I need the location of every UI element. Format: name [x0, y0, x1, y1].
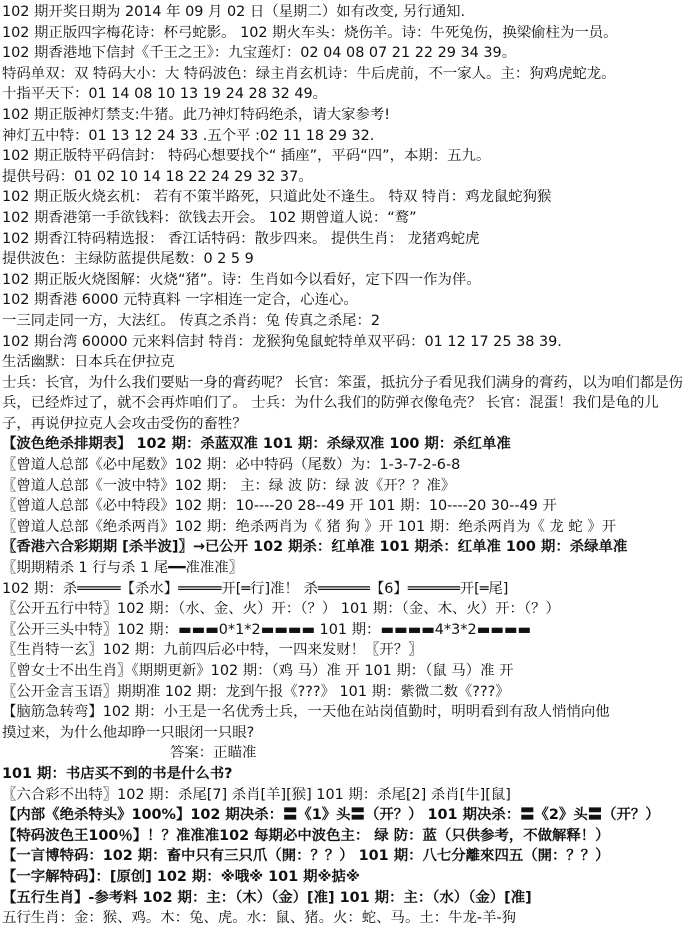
text-line: 十指平天下：01 14 08 10 13 19 24 28 32 49。	[2, 86, 328, 103]
text-line: 〖公开金言玉语〗期期准 102 期：龙到午报《???》 101 期：紫微二数《???》	[2, 683, 510, 700]
text-line: 提供波色：主绿防蓝提供尾数：0 2 5 9	[2, 251, 254, 268]
text-line: 〖期期精杀 1 行与杀 1 尾━━准准准〗	[2, 560, 244, 577]
text-line: 102 期正版特平码信封： 特码心想要找个“ 插座”，平码“四”，本期：五九。	[2, 148, 491, 165]
text-line: 102 期正版火烧玄机： 若有不策半路死，只道此处不逢生。 特双 特肖：鸡龙鼠蛇狗猴	[2, 189, 552, 206]
text-line: 102 期：杀═════【杀水】═════开[═行]准！ 杀══════【6】══════开[═尾]	[2, 580, 509, 597]
text-line: 〖生肖特一玄〗102 期：九前四后必中特，一四来发财！〖开？〗	[2, 642, 423, 659]
riddle-line: 摸过来，为什么他却睁一只眼闭一只眼?	[2, 724, 255, 741]
text-line: 102 期香港第一手欲钱料：欲钱去开会。 102 期曾道人说：“鹜”	[2, 209, 417, 226]
riddle-line: 【脑筋急转弯】102 期：小王是一名优秀士兵，一天他在站岗值勤时，明明看到有敌人悄悄向他	[2, 704, 610, 721]
text-line: 102 期正版神灯禁支:牛猪。此乃神灯特码绝杀，请大家参考!	[2, 106, 391, 123]
text-line: 〖曾道人总部《绝杀两肖》102 期：绝杀两肖为《 猪 狗 》开 101 期：绝杀两肖为《 龙 蛇 》开	[2, 518, 617, 535]
text-line: 102 期香港 6000 元特真料 一字相连一定合，心连心。	[2, 292, 358, 309]
text-line: 五行生肖：金：猴、鸡。木：兔、虎。水：鼠、猪。火：蛇、马。土：牛龙-羊-狗	[2, 910, 517, 927]
text-line: 〖曾道人总部《必中尾数》102 期：必中特码（尾数）为：1-3-7-2-6-8	[2, 457, 461, 474]
text-line: 提供号码：01 02 10 14 18 22 24 29 32 37。	[2, 168, 313, 185]
text-line: 102 期正版四字梅花诗：杯弓蛇影。 102 期火车头：烧伤羊。诗：牛死兔伤，换梁偷柱为一员。	[2, 24, 618, 41]
text-line: 〖曾道人总部《必中特段》102 期：10----20 28--49 开 101 期：10----20 30--49 开	[2, 498, 557, 515]
text-line: 102 期正版火烧图解：火烧“猪”。诗：生肖如今以看好，定下四一作为伴。	[2, 271, 481, 288]
text-line: 102 期开奖日期为 2014 年 09 月 02 日（星期二）如有改变, 另行通知.	[2, 4, 466, 20]
text-line: 102 期香江特码精选报： 香江话特码：散步四来。 提供生肖： 龙猪鸡蛇虎	[2, 230, 480, 247]
text-line: 〖曾女士不出生肖〗《期期更新》102 期：（鸡 马）准 开 101 期：（鼠 马）准 开	[2, 663, 514, 679]
humor-paragraph: 士兵：长官，为什么我们要贴一身的膏药呢？ 长官：笨蛋，抵抗分子看见我们满身的膏药，以为咱们都是伤兵，已经炸过了，就不会再炸咱们了。 士兵：为什么我们的防弹衣像龟壳？ 长官：混蛋！我们是龟的儿子，再说伊拉克人会攻击受伤的畜牲？	[2, 374, 683, 432]
text-line: 【一言博特码：102 期：畜中只有三只爪（開：？？） 101 期：八七分離來四五（開：？？）	[2, 848, 610, 865]
text-line: 102 期台湾 60000 元来料信封 特肖：龙猴狗兔鼠蛇特单双平码：01 12 17 25 38 39.	[2, 333, 562, 350]
wave-color-schedule: 【波色绝杀排期表】 102 期：杀蓝双准 101 期：杀绿双准 100 期：杀红单准	[2, 436, 511, 453]
text-line: 〖六合彩不出特〗102 期：杀尾[7] 杀肖[羊][猴] 101 期：杀尾[2] 杀肖[牛][鼠]	[2, 786, 511, 803]
text-line: 〖公开三头中特〗102 期：▬▬▬0*1*2▬▬▬▬ 101 期：▬▬▬▬4*3*2▬▬▬▬	[2, 621, 532, 638]
text-line: 〖公开五行中特〗102 期：（水、金、火）开：（？） 101 期：（金、木、火）开：（？）	[2, 601, 560, 618]
text-line: 【内部《绝杀特头》100%】102 期决杀：〓《1》头〓（开？） 101 期决杀：〓《2》头〓（开？）	[2, 807, 660, 824]
text-line: 102 期香港地下信封《千王之王》：九宝莲灯：02 04 08 07 21 22 29 34 39。	[2, 45, 517, 62]
humor-title: 生活幽默：日本兵在伊拉克	[2, 354, 175, 371]
text-line: 特码单双：双 特码大小：大 特码波色：绿主肖玄机诗：牛后虎前，不一家人。主：狗鸡虎蛇龙。	[2, 65, 616, 82]
text-line: 【特码波色王100％】！？准准准102 每期必中波色主： 绿 防：蓝（只供参考，不做解释！）	[2, 827, 610, 844]
text-line: 【一字解特码】：[原创] 102 期：※哦※ 101 期※掂※	[2, 868, 360, 885]
riddle-question: 101 期：书店买不到的书是什么书?	[2, 765, 233, 782]
text-line: 一三同走同一方，大法红。 传真之杀肖：兔 传真之杀尾：2	[2, 312, 381, 329]
riddle-answer: 答案：正瞄准	[170, 745, 257, 762]
text-line: 神灯五中特：01 13 12 24 33 .五个平 :02 11 18 29 32.	[2, 127, 375, 144]
text-line: 【五行生肖】-参考料 102 期：主：（木）（金）[准] 101 期：主：（水）（金）[准]	[2, 889, 532, 906]
text-line: 〖香港六合彩期期 [杀半波]〗→已公开 102 期杀：红单准 101 期杀：红单准 100 期：杀绿单准	[2, 539, 628, 556]
text-line: 〖曾道人总部《一波中特》102 期： 主：绿 波 防：绿 波《开？？准》	[2, 477, 456, 494]
